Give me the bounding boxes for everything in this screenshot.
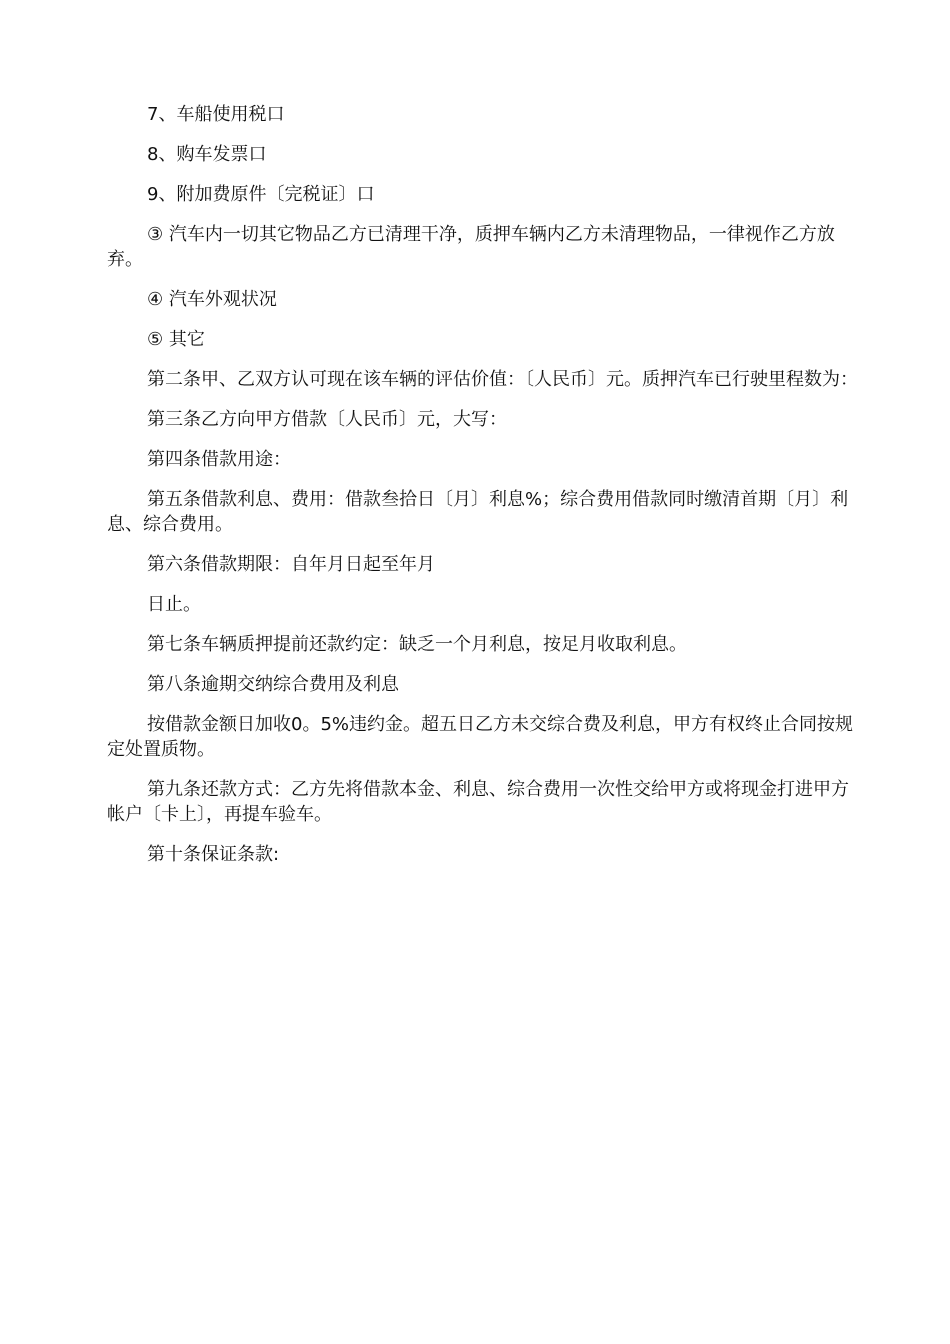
article-10: 第十条保证条款: [147, 844, 280, 865]
article-8-detail: 按借款金额日加收0。5%违约金。超五日乙方未交综合费及利息，甲方有权终止合同按规定处置质物。 [107, 714, 854, 760]
article-6: 第六条借款期限：自年月日起至年月 [147, 554, 435, 575]
article-4: 第四条借款用途： [147, 449, 291, 470]
clause-item-7: 7、车船使用税口 [147, 104, 285, 125]
article-6-continued: 日止。 [147, 594, 201, 615]
article-2: 第二条甲、乙双方认可现在该车辆的评估价值：〔人民币〕元。质押汽车已行驶里程数为： [147, 369, 858, 390]
article-8: 第八条逾期交纳综合费用及利息 [147, 674, 399, 695]
clause-item-4-circled: ④ 汽车外观状况 [147, 289, 277, 310]
article-7: 第七条车辆质押提前还款约定：缺乏一个月利息，按足月收取利息。 [147, 634, 687, 655]
article-3: 第三条乙方向甲方借款〔人民币〕元，大写： [147, 409, 507, 430]
clause-item-9: 9、附加费原件〔完税证〕口 [147, 184, 375, 205]
clause-item-3-circled: ③ 汽车内一切其它物品乙方已清理干净，质押车辆内乙方未清理物品，一律视作乙方放弃。 [107, 224, 835, 270]
clause-item-5-circled: ⑤ 其它 [147, 329, 205, 350]
clause-item-8: 8、购车发票口 [147, 144, 267, 165]
article-5: 第五条借款利息、费用：借款叁拾日〔月〕利息%；综合费用借款同时缴清首期〔月〕利息、综合费用。 [107, 489, 849, 535]
document-body [107, 102, 859, 882]
article-9: 第九条还款方式：乙方先将借款本金、利息、综合费用一次性交给甲方或将现金打进甲方帐户〔卡上〕，再提车验车。 [107, 779, 849, 825]
